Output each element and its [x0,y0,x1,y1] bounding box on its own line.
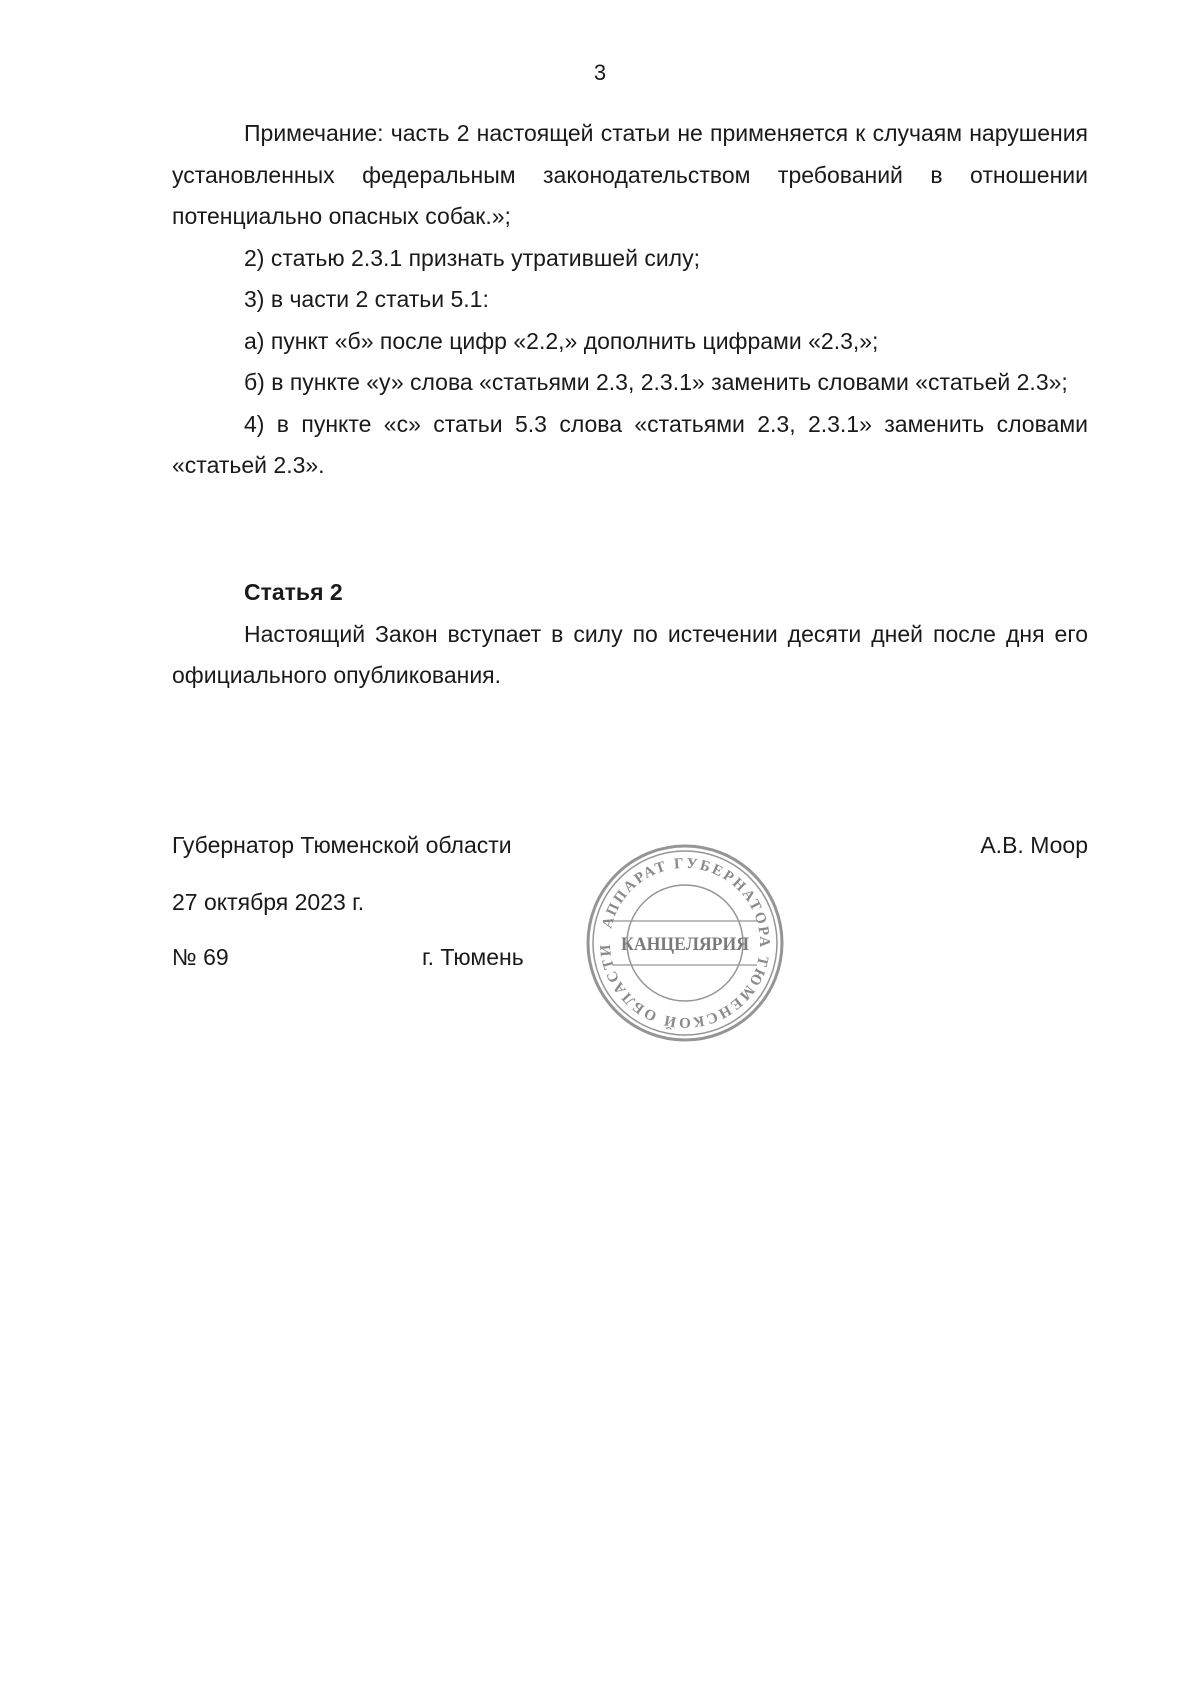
stamp-center-text: КАНЦЕЛЯРИЯ [621,934,750,955]
law-number: № 69 [172,944,229,970]
signature-name: А.В. Моор [980,832,1088,858]
signature-position: Губернатор Тюменской области [172,832,512,858]
stamp-outer-text: АППАРАТ ГУБЕРНАТОРА ТЮМЕНСКОЙ ОБЛАСТИ [597,855,773,1031]
law-city: г. Тюмень [422,944,524,970]
article-2-heading: Статья 2 [244,579,343,605]
item-3-paragraph: 3) в части 2 статьи 5.1: [244,286,489,312]
article-2-section [172,572,1088,697]
item-4-paragraph: 4) в пункте «с» статьи 5.3 слова «статьями 2.3, 2.3.1» заменить словами «статьей 2.3». [172,410,1088,478]
law-date: 27 октября 2023 г. [172,889,365,915]
official-stamp [585,843,785,1043]
item-2-paragraph: 2) статью 2.3.1 признать утратившей силу; [244,244,700,271]
item-3b-paragraph: б) в пункте «у» слова «статьями 2.3, 2.3.1» заменить словами «статьей 2.3»; [244,369,1068,395]
article-2-text: Настоящий Закон вступает в силу по истечении десяти дней после дня его официального опубликования. [172,620,1088,688]
amendments-section [172,113,1088,487]
page-number: 3 [593,60,607,85]
item-3a-paragraph: а) пункт «б» после цифр «2.2,» дополнить цифрами «2.3,»; [244,327,879,354]
note-paragraph: Примечание: часть 2 настоящей статьи не применяется к случаям нарушения установленных федеральным законодательством требований в отношении потенциально опасных собак.»; [172,120,1088,229]
